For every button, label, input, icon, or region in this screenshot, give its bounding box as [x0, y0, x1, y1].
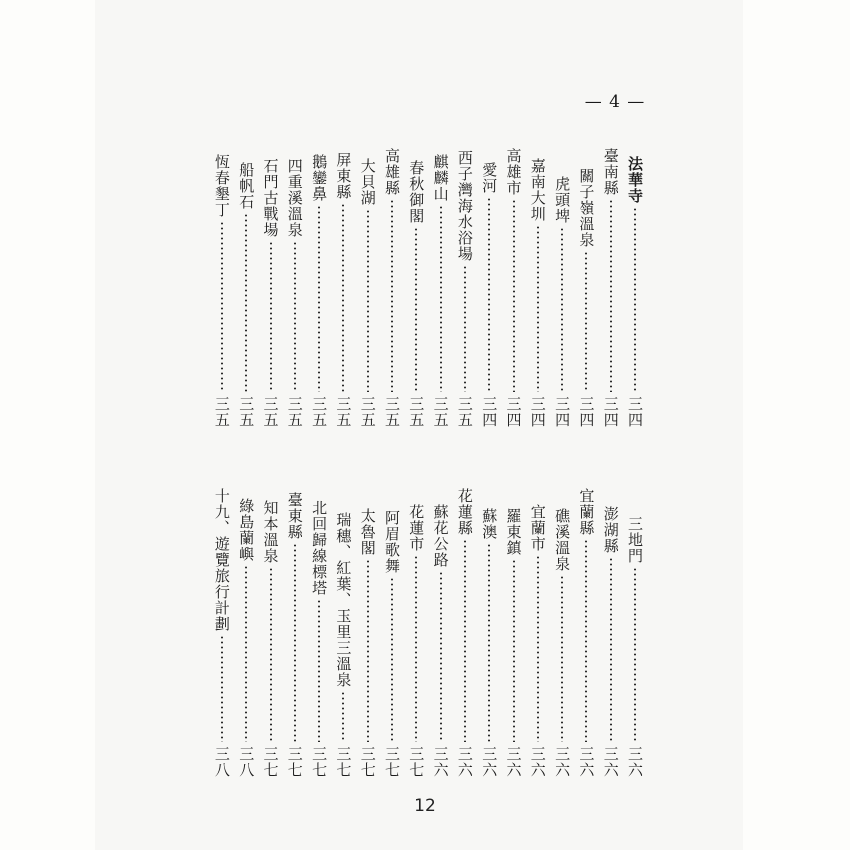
toc-entry-page: 三七: [407, 746, 426, 778]
toc-entry: [430, 154, 452, 428]
toc-entry-title: 知本溫泉: [261, 500, 280, 564]
dot-leader: [488, 543, 490, 742]
dot-leader: [221, 221, 223, 392]
toc-entry-title: 大貝湖: [358, 158, 377, 206]
dot-leader: [561, 575, 563, 742]
toc-entry-title: 高雄市: [504, 148, 523, 196]
toc-entry-title: 法華寺: [626, 156, 644, 204]
toc-entry-page: 三六: [577, 746, 596, 778]
toc-entry: [260, 500, 282, 778]
toc-entry: [405, 504, 427, 778]
toc-entry-page: 三五: [431, 396, 450, 428]
toc-entry-page: 三四: [601, 396, 620, 428]
toc-entry-page: 三五: [334, 396, 353, 428]
toc-entry: [527, 158, 549, 428]
dot-leader: [464, 265, 466, 392]
dot-leader: [270, 567, 272, 742]
toc-entry: [478, 508, 500, 778]
toc-entry: [381, 148, 403, 428]
dot-leader: [634, 207, 636, 392]
toc-entry-title: 鵝鑾鼻: [310, 154, 329, 202]
toc-entry: [211, 154, 233, 428]
toc-entry: [260, 158, 282, 428]
toc-entry-page: 三七: [358, 746, 377, 778]
toc-entry-page: 三四: [504, 396, 523, 428]
toc-entry: [430, 504, 452, 778]
toc-entry-title: 麒麟山: [431, 154, 450, 202]
toc-entry-page: 三七: [285, 746, 304, 778]
dot-leader: [318, 599, 320, 742]
toc-entry-page: 三六: [528, 746, 547, 778]
toc-entry-title: 恆春墾丁: [212, 154, 231, 218]
dot-leader: [294, 543, 296, 742]
toc-entry-title: 春秋御閣: [407, 160, 426, 224]
toc-entry-page: 三五: [285, 396, 304, 428]
toc-entry: [624, 516, 646, 778]
toc-entry: [624, 156, 646, 428]
toc-entry-page: 三四: [577, 396, 596, 428]
toc-entry-title: 花蓮縣: [455, 488, 474, 536]
toc-entry-title: 三地門: [626, 516, 644, 564]
dot-leader: [245, 213, 247, 392]
toc-entry: [308, 154, 330, 428]
dot-leader: [221, 635, 223, 742]
toc-entry-page: 三六: [553, 746, 572, 778]
toc-entry-page: 三四: [480, 396, 499, 428]
toc-entry-page: 三七: [383, 746, 401, 778]
toc-entry-title: 花蓮市: [407, 504, 426, 552]
toc-entry: [575, 488, 597, 778]
toc-entry-page: 三六: [455, 746, 474, 778]
toc-entry-title: 北回歸線標塔: [310, 500, 329, 596]
toc-entry-page: 三六: [480, 746, 499, 778]
toc-entry: [357, 158, 379, 428]
toc-entry-page: 三七: [310, 746, 329, 778]
dot-leader: [464, 539, 466, 742]
toc-entry-page: 三五: [455, 396, 474, 428]
toc-entry-page: 三五: [310, 396, 329, 428]
toc-entry-page: 三六: [601, 746, 620, 778]
toc-entry-page: 三八: [212, 746, 231, 778]
toc-entry-page: 三六: [626, 746, 644, 778]
toc-entry-page: 三五: [358, 396, 377, 428]
toc-entry-title: 關子嶺溫泉: [577, 168, 596, 248]
dot-leader: [318, 205, 320, 392]
toc-entry-title: 太魯閣: [358, 508, 377, 556]
toc-entry-title: 礁溪溫泉: [553, 508, 572, 572]
toc-entry: [235, 162, 257, 428]
toc-entry-title: 臺東縣: [285, 492, 304, 540]
toc-entry-title: 愛河: [480, 162, 499, 194]
page-header: — 4 —: [584, 92, 646, 112]
toc-entry: [211, 488, 233, 778]
toc-entry-page: 三四: [553, 396, 572, 428]
toc-entry: [575, 168, 597, 428]
toc-entry-title: 澎湖縣: [601, 506, 620, 554]
toc-entry-title: 高雄縣: [383, 148, 401, 196]
toc-entry-page: 三六: [504, 746, 523, 778]
dot-leader: [294, 241, 296, 392]
dot-leader: [440, 205, 442, 392]
toc-entry: [308, 500, 330, 778]
toc-entry-title: 石門古戰場: [261, 158, 280, 238]
toc-entry-page: 三四: [528, 396, 547, 428]
toc-entry: [381, 510, 403, 778]
toc-entry: [454, 150, 476, 428]
toc-entry-title: 宜蘭市: [528, 504, 547, 552]
toc-entry-page: 三七: [261, 746, 280, 778]
toc-entry-page: 三六: [431, 746, 450, 778]
dot-leader: [513, 199, 515, 392]
toc-entry-page: 三四: [626, 396, 644, 428]
toc-entry-page: 三五: [261, 396, 280, 428]
toc-entry-page: 三五: [407, 396, 426, 428]
toc-entry-title: 嘉南大圳: [528, 158, 547, 222]
toc-entry: [284, 492, 306, 778]
dot-leader: [367, 209, 369, 392]
toc-entry: [551, 508, 573, 778]
dot-leader: [342, 691, 344, 742]
toc-entry-page: 三八: [237, 746, 256, 778]
toc-entry-title: 西子灣海水浴場: [455, 150, 474, 262]
toc-entry-page: 三五: [212, 396, 231, 428]
toc-entry-title: 瑞穗、紅葉、玉里三溫泉: [334, 512, 353, 688]
dot-leader: [367, 559, 369, 742]
toc-entry-title: 虎頭埤: [553, 176, 572, 224]
dot-leader: [415, 555, 417, 742]
toc-entry: [503, 508, 525, 778]
toc-entry-title: 屏東縣: [334, 152, 353, 200]
page-number: 12: [414, 796, 436, 816]
dot-leader: [561, 227, 563, 392]
toc-entry-title: 四重溪溫泉: [285, 158, 304, 238]
toc-entry-title: 臺南縣: [601, 148, 620, 196]
toc-entry: [357, 508, 379, 778]
toc-entry-title: 十九、遊覽旅行計劃: [212, 488, 231, 632]
toc-entry: [503, 148, 525, 428]
dot-leader: [440, 571, 442, 742]
dot-leader: [391, 577, 393, 742]
dot-leader: [537, 555, 539, 742]
dot-leader: [513, 559, 515, 742]
toc-entry-title: 綠島蘭嶼: [237, 498, 256, 562]
toc-entry-title: 蘇花公路: [431, 504, 450, 568]
toc-entry: [600, 506, 622, 778]
dot-leader: [585, 539, 587, 742]
dot-leader: [245, 565, 247, 742]
toc-entry: [454, 488, 476, 778]
dot-leader: [537, 225, 539, 392]
toc-entry: [284, 158, 306, 428]
toc-entry-title: 蘇澳: [480, 508, 499, 540]
toc-entry-title: 阿眉歌舞: [383, 510, 401, 574]
toc-entry-page: 三七: [334, 746, 353, 778]
toc-entry-page: 三五: [383, 396, 401, 428]
toc-entry: [600, 148, 622, 428]
toc-entry: [332, 512, 354, 778]
dot-leader: [488, 197, 490, 392]
dot-leader: [610, 199, 612, 392]
toc-entry-title: 船帆石: [237, 162, 256, 210]
toc-entry: [551, 176, 573, 428]
toc-entry: [405, 160, 427, 428]
dot-leader: [391, 199, 393, 392]
dot-leader: [634, 567, 636, 742]
dot-leader: [610, 557, 612, 742]
dot-leader: [415, 227, 417, 392]
toc-entry: [478, 162, 500, 428]
toc-entry: [332, 152, 354, 428]
toc-entry: [527, 504, 549, 778]
dot-leader: [585, 251, 587, 392]
toc-entry-title: 羅東鎮: [504, 508, 523, 556]
dot-leader: [342, 203, 344, 392]
toc-entry-title: 宜蘭縣: [577, 488, 596, 536]
toc-entry: [235, 498, 257, 778]
dot-leader: [270, 241, 272, 392]
toc-entry-page: 三五: [237, 396, 256, 428]
